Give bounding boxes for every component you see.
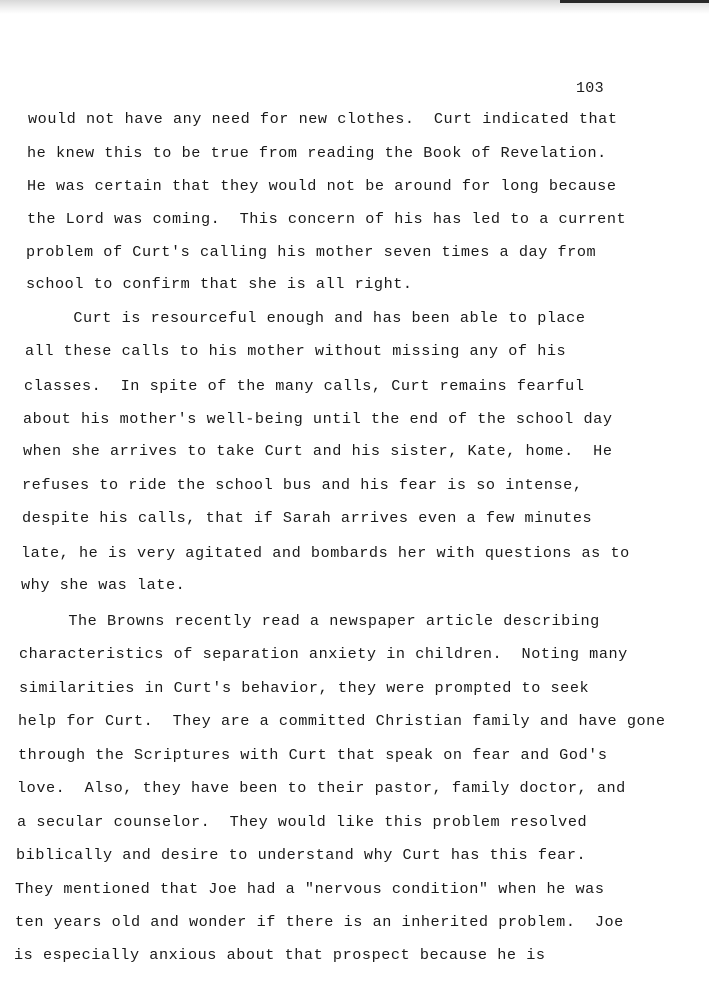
text-line: would not have any need for new clothes. Curt indicated that [28, 110, 618, 128]
text-line: all these calls to his mother without missing any of his [25, 342, 567, 360]
text-line: a secular counselor. They would like this problem resolved [17, 813, 588, 831]
text-line: characteristics of separation anxiety in children. Noting many [19, 645, 628, 663]
text-line: the Lord was coming. This concern of his has led to a current [27, 210, 627, 228]
text-line: love. Also, they have been to their pastor, family doctor, and [17, 779, 626, 797]
text-line: ten years old and wonder if there is an inherited problem. Joe [15, 913, 624, 931]
text-line: he knew this to be true from reading the Book of Revelation. [27, 144, 607, 162]
text-line: why she was late. [21, 576, 186, 594]
text-line: He was certain that they would not be around for long because [27, 177, 617, 195]
text-line: is especially anxious about that prospect because he is [14, 946, 546, 964]
text-line: despite his calls, that if Sarah arrives even a few minutes [22, 509, 593, 527]
text-line: They mentioned that Joe had a "nervous condition" when he was [15, 880, 605, 898]
text-line: Curt is resourceful enough and has been able to place [25, 309, 586, 327]
text-line: refuses to ride the school bus and his fear is so intense, [22, 476, 583, 494]
text-line: classes. In spite of the many calls, Curt remains fearful [24, 377, 585, 395]
text-line: through the Scriptures with Curt that speak on fear and God's [18, 746, 608, 764]
text-line: school to confirm that she is all right. [26, 275, 413, 293]
text-line: when she arrives to take Curt and his sister, Kate, home. He [23, 442, 613, 460]
text-line: problem of Curt's calling his mother seven times a day from [26, 243, 597, 261]
text-line: The Browns recently read a newspaper article describing [20, 612, 600, 630]
text-line: similarities in Curt's behavior, they were prompted to seek [19, 679, 590, 697]
scan-edge-rule [560, 0, 709, 3]
text-line: about his mother's well-being until the end of the school day [23, 410, 613, 428]
page-number: 103 [576, 80, 604, 97]
text-line: late, he is very agitated and bombards her with questions as to [21, 544, 630, 562]
text-line: help for Curt. They are a committed Christian family and have gone [18, 712, 666, 730]
text-line: biblically and desire to understand why Curt has this fear. [16, 846, 587, 864]
